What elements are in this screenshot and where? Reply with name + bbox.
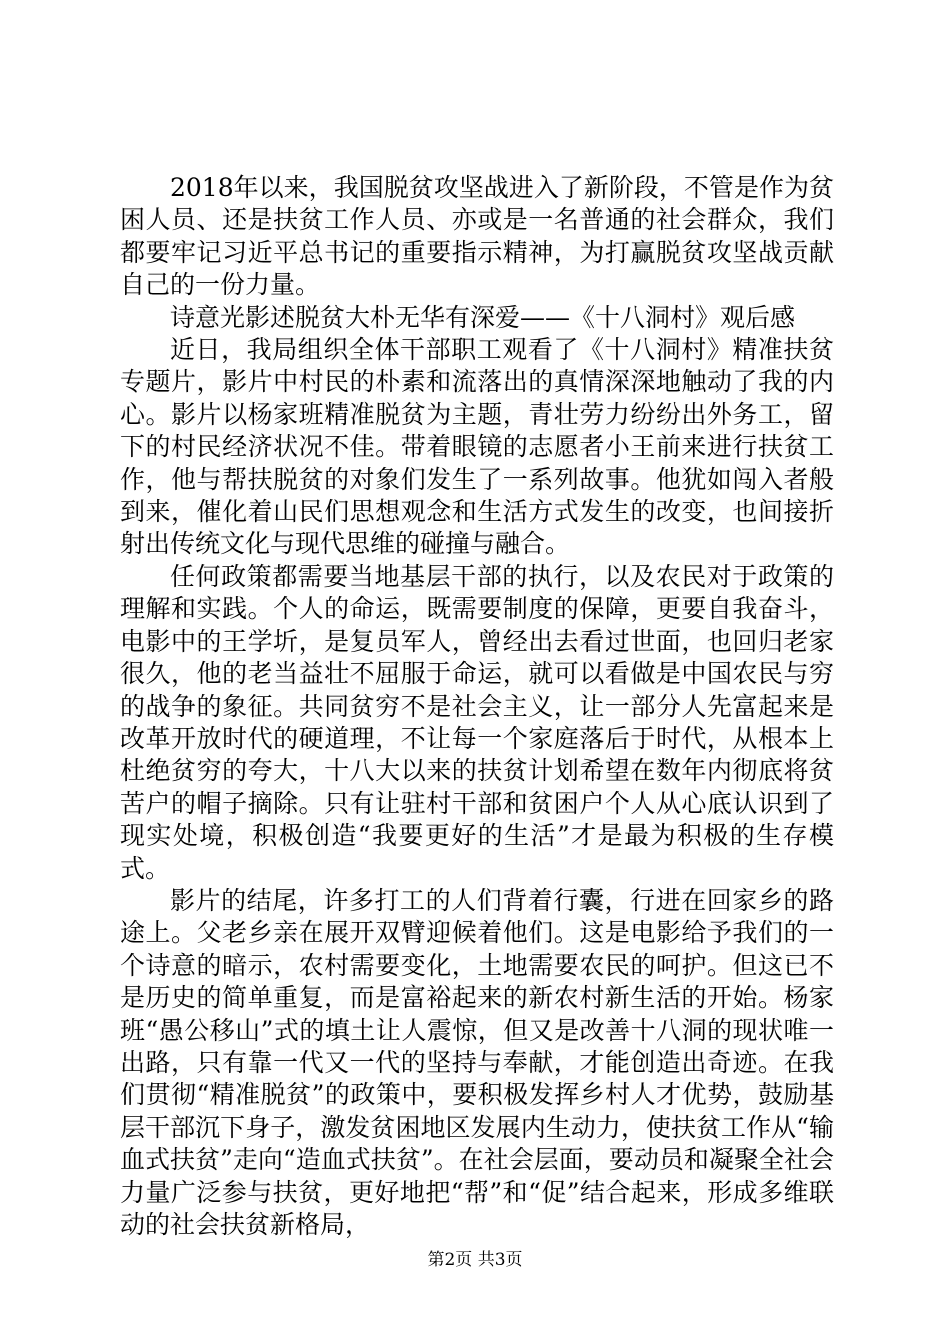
paragraph-review-3: 影片的结尾，许多打工的人们背着行囊，行进在回家乡的路途上。父老乡亲在展开双臂迎候着他们。这是电影给予我们的一个诗意的暗示，农村需要变化，土地需要农民的呵护。但这已不是历史的简单重复，而是富裕起来的新农村新生活的开始。杨家班“愚公移山”式的填土让人震惊，但又是改善十八洞的现状唯一出路，只有靠一代又一代的坚持与奉献，才能创造出奇迹。在我们贯彻“精准脱贫”的政策中，要积极发挥乡村人才优势，鼓励基层干部沉下身子，激发贫困地区发展内生动力，使扶贫工作从“输血式扶贫”走向“造血式扶贫”。在社会层面，要动员和凝聚全社会力量广泛参与扶贫，更好地把“帮”和“促”结合起来，形成多维联动的社会扶贫新格局， [120,885,834,1239]
paragraph-review-1: 近日，我局组织全体干部职工观看了《十八洞村》精准扶贫专题片，影片中村民的朴素和流落出的真情深深地触动了我的内心。影片以杨家班精准脱贫为主题，青壮劳力纷纷出外务工，留下的村民经济状况不佳。带着眼镜的志愿者小王前来进行扶贫工作，他与帮扶脱贫的对象们发生了一系列故事。他犹如闯入者般到来，催化着山民们思想观念和生活方式发生的改变，也间接折射出传统文化与现代思维的碰撞与融合。 [120,335,834,559]
paragraph-title: 诗意光影述脱贫大朴无华有深爱——《十八洞村》观后感 [170,302,796,332]
page-number: 第2页 共3页 [427,1250,523,1270]
paragraph-review-2: 任何政策都需要当地基层干部的执行，以及农民对于政策的理解和实践。个人的命运，既需要制度的保障，更要自我奋斗，电影中的王学圻，是复员军人，曾经出去看过世面，也回归老家很久，他的老当益壮不屈服于命运，就可以看做是中国农民与穷的战争的象征。共同贫穷不是社会主义，让一部分人先富起来是改革开放时代的硬道理，不让每一个家庭落后于时代，从根本上杜绝贫穷的夸大，十八大以来的扶贫计划希望在数年内彻底将贫苦户的帽子摘除。只有让驻村干部和贫困户个人从心底认识到了现实处境，积极创造“我要更好的生活”才是最为积极的生存模式。 [120,561,834,883]
document-body [120,172,834,1241]
paragraph-intro: 2018年以来，我国脱贫攻坚战进入了新阶段，不管是作为贫困人员、还是扶贫工作人员、亦或是一名普通的社会群众，我们都要牢记习近平总书记的重要指示精神，为打赢脱贫攻坚战贡献自己的一份力量。 [120,173,834,300]
